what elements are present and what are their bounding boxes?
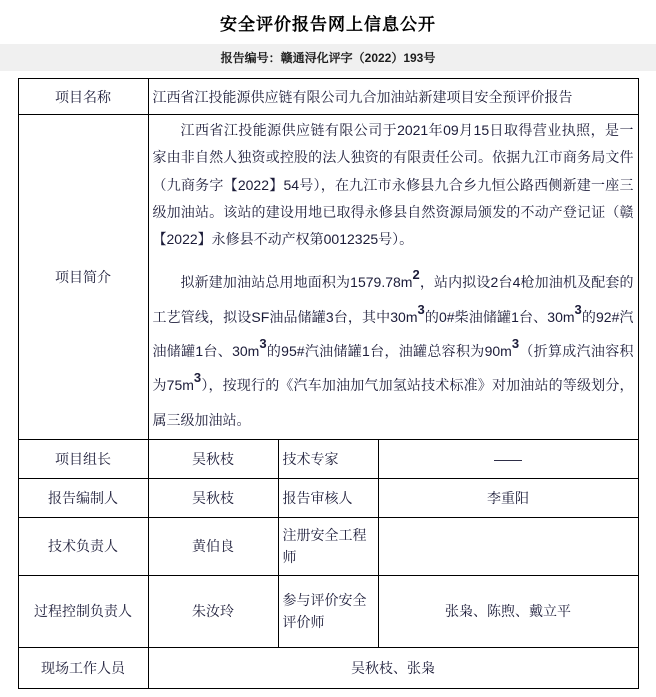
table-row-project-intro — [18, 115, 638, 440]
report-author-value: 吴秋枝 — [148, 478, 278, 517]
project-name-value: 江西省江投能源供应链有限公司九合加油站新建项目安全预评价报告 — [148, 79, 638, 115]
process-control-label: 过程控制负责人 — [18, 575, 148, 647]
info-table — [18, 78, 639, 689]
project-leader-value: 吴秋枝 — [148, 439, 278, 478]
project-intro-value — [148, 115, 638, 440]
registered-safety-engineer-value — [378, 517, 638, 575]
project-intro-label: 项目简介 — [18, 115, 148, 440]
registered-safety-engineer-label: 注册安全工程师 — [278, 517, 378, 575]
report-reviewer-label: 报告审核人 — [278, 478, 378, 517]
table-row-project-leader — [18, 439, 638, 478]
process-control-value: 朱汝玲 — [148, 575, 278, 647]
tech-expert-value: —— — [378, 439, 638, 478]
field-staff-label: 现场工作人员 — [18, 647, 148, 688]
tech-director-value: 黄伯良 — [148, 517, 278, 575]
tech-director-label: 技术负责人 — [18, 517, 148, 575]
table-row-tech-director — [18, 517, 638, 575]
evaluators-label: 参与评价安全评价师 — [278, 575, 378, 647]
report-number: 报告编号：赣通浔化评字（2022）193号 — [0, 44, 656, 71]
page-title: 安全评价报告网上信息公开 — [220, 15, 436, 34]
intro-paragraph-2: 拟新建加油站总用地面积为1579.78m2，站内拟设2台4枪加油机及配套的工艺管线，拟设SF油品储罐3台，其中30m3的0#柴油储罐1台、30m3的92#汽油储罐1台、30m3的95#汽油储罐1台，油罐总容积为90m3（折算成汽油容积为75m3），按现行的《汽车加油加气加氢站技术标准》对加油站的等级划分，属三级加油站。 — [152, 267, 634, 428]
report-author-label: 报告编制人 — [18, 478, 148, 517]
table-row-report-author — [18, 478, 638, 517]
table-row-project-name — [18, 79, 638, 115]
evaluators-value: 张枭、陈煦、戴立平 — [378, 575, 638, 647]
intro-paragraph-1: 江西省江投能源供应链有限公司于2021年09月15日取得营业执照，是一家由非自然人独资或控股的法人独资的有限责任公司。依据九江市商务局文件（九商务字【2022】54号），在九江市永修县九合乡九恒公路西侧新建一座三级加油站。该站的建设用地已取得永修县自然资源局颁发的不动产登记证（赣【2022】永修县不动产权第0012325号）。 — [152, 122, 634, 248]
report-reviewer-value: 李重阳 — [378, 478, 638, 517]
table-row-field-staff — [18, 647, 638, 688]
table-row-process-control — [18, 575, 638, 647]
tech-expert-label: 技术专家 — [278, 439, 378, 478]
project-name-label: 项目名称 — [18, 79, 148, 115]
field-staff-value: 吴秋枝、张枭 — [148, 647, 638, 688]
project-leader-label: 项目组长 — [18, 439, 148, 478]
